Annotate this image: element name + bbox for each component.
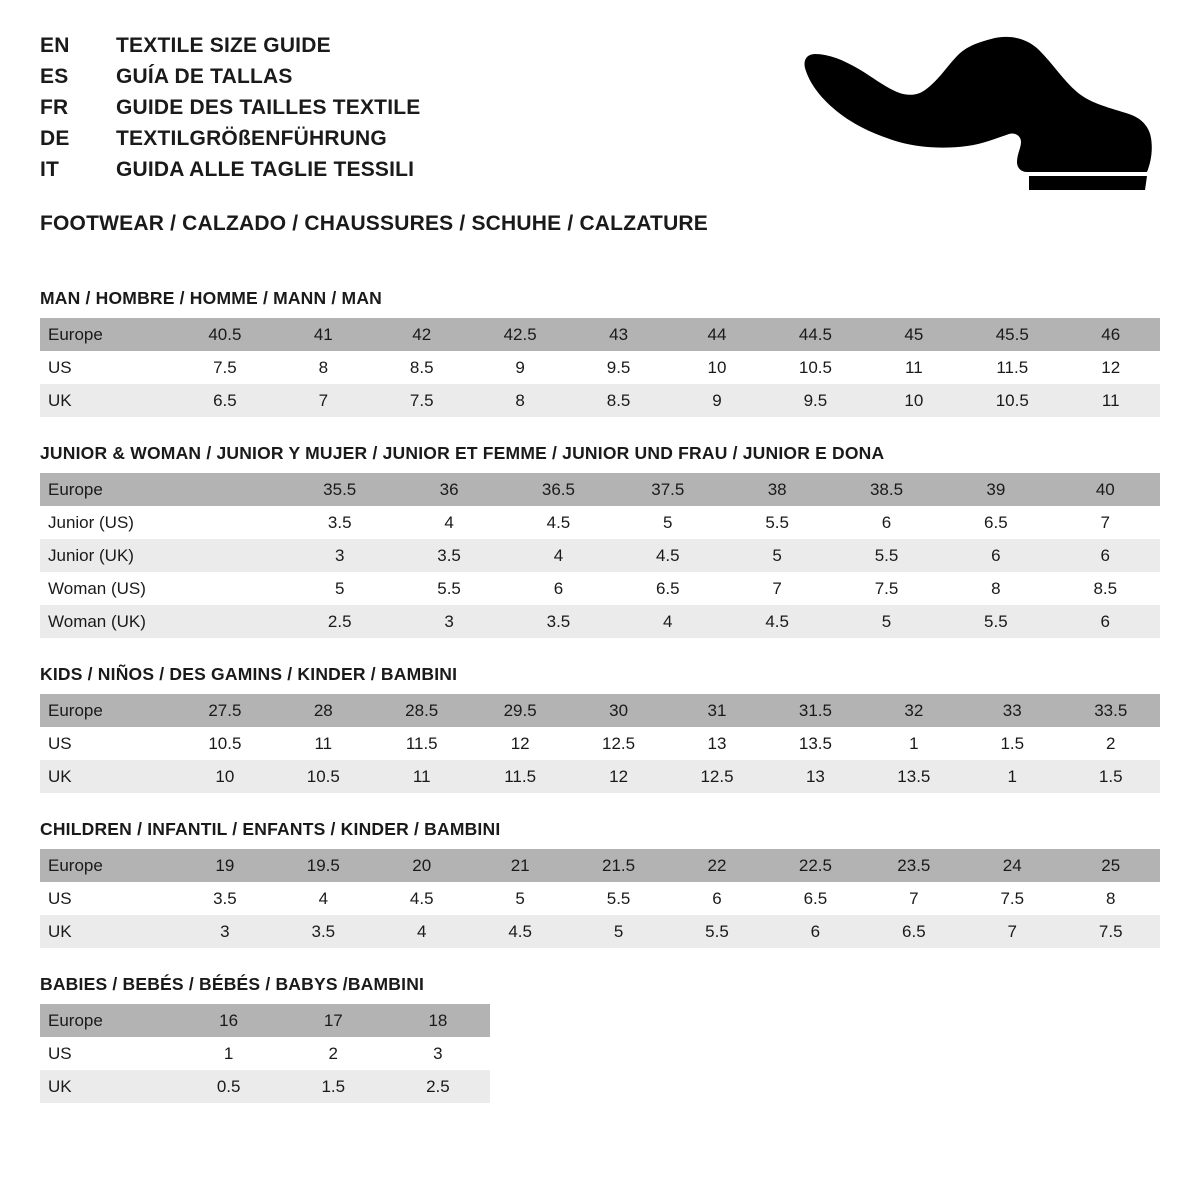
cell: 8 bbox=[274, 351, 372, 384]
cell: 12.5 bbox=[668, 760, 766, 793]
cell: 38.5 bbox=[832, 473, 941, 506]
cell bbox=[176, 506, 285, 539]
cell: 8.5 bbox=[373, 351, 471, 384]
cell: 7 bbox=[865, 882, 963, 915]
category-title: FOOTWEAR / CALZADO / CHAUSSURES / SCHUHE / CALZATURE bbox=[40, 212, 709, 235]
group-title: BABIES / BEBÉS / BÉBÉS / BABYS /BAMBINI bbox=[40, 974, 425, 994]
cell: 19 bbox=[176, 849, 274, 882]
cell: 5 bbox=[471, 882, 569, 915]
cell: 22 bbox=[668, 849, 766, 882]
cell: 4.5 bbox=[613, 539, 722, 572]
table-row bbox=[40, 1070, 490, 1103]
cell: 6.5 bbox=[613, 572, 722, 605]
cell: 4 bbox=[274, 882, 372, 915]
cell: 36 bbox=[394, 473, 503, 506]
cell: 9 bbox=[668, 384, 766, 417]
cell: 6 bbox=[766, 915, 864, 948]
cell: 10.5 bbox=[766, 351, 864, 384]
cell: 45 bbox=[865, 318, 963, 351]
dress-shoe-icon bbox=[795, 32, 1155, 197]
cell: 6.5 bbox=[941, 506, 1050, 539]
cell: 45.5 bbox=[963, 318, 1061, 351]
size-table bbox=[40, 1004, 490, 1103]
cell: 3 bbox=[386, 1037, 491, 1070]
cell: 3 bbox=[394, 605, 503, 638]
cell: 7.5 bbox=[373, 384, 471, 417]
cell: 10 bbox=[668, 351, 766, 384]
cell: 1.5 bbox=[963, 727, 1061, 760]
row-label: US bbox=[40, 351, 176, 384]
cell: 12 bbox=[1061, 351, 1160, 384]
cell: 10.5 bbox=[176, 727, 274, 760]
table-row bbox=[40, 727, 1160, 760]
row-label: UK bbox=[40, 915, 176, 948]
cell: 6.5 bbox=[865, 915, 963, 948]
cell: 36.5 bbox=[504, 473, 613, 506]
language-code: IT bbox=[40, 158, 60, 181]
table-row bbox=[40, 473, 1160, 506]
cell: 5 bbox=[832, 605, 941, 638]
cell: 12 bbox=[471, 727, 569, 760]
cell: 40 bbox=[1051, 473, 1160, 506]
size-tables bbox=[0, 288, 1200, 1103]
cell: 8.5 bbox=[1051, 572, 1160, 605]
cell: 3.5 bbox=[394, 539, 503, 572]
language-code: EN bbox=[40, 34, 70, 57]
size-group-man bbox=[40, 288, 1160, 417]
cell: 6 bbox=[504, 572, 613, 605]
cell: 6 bbox=[832, 506, 941, 539]
cell: 25 bbox=[1061, 849, 1160, 882]
cell: 6.5 bbox=[176, 384, 274, 417]
row-label: Europe bbox=[40, 318, 176, 351]
group-title: CHILDREN / INFANTIL / ENFANTS / KINDER / BAMBINI bbox=[40, 819, 501, 839]
cell: 6.5 bbox=[766, 882, 864, 915]
cell: 33.5 bbox=[1061, 694, 1160, 727]
row-label: UK bbox=[40, 760, 176, 793]
cell: 21.5 bbox=[569, 849, 667, 882]
cell: 3.5 bbox=[176, 882, 274, 915]
table-row bbox=[40, 605, 1160, 638]
cell: 0.5 bbox=[176, 1070, 281, 1103]
table-row bbox=[40, 318, 1160, 351]
cell: 5.5 bbox=[569, 882, 667, 915]
cell: 31.5 bbox=[766, 694, 864, 727]
cell: 1.5 bbox=[281, 1070, 386, 1103]
cell: 38 bbox=[722, 473, 831, 506]
cell: 12.5 bbox=[569, 727, 667, 760]
cell: 28.5 bbox=[373, 694, 471, 727]
cell: 42.5 bbox=[471, 318, 569, 351]
cell: 11.5 bbox=[373, 727, 471, 760]
cell: 8.5 bbox=[569, 384, 667, 417]
cell: 1.5 bbox=[1061, 760, 1160, 793]
cell: 42 bbox=[373, 318, 471, 351]
cell: 39 bbox=[941, 473, 1050, 506]
cell: 13.5 bbox=[865, 760, 963, 793]
cell bbox=[176, 605, 285, 638]
language-title: GUIDE DES TAILLES TEXTILE bbox=[116, 96, 421, 119]
cell: 1 bbox=[963, 760, 1061, 793]
cell: 5 bbox=[613, 506, 722, 539]
cell: 5.5 bbox=[722, 506, 831, 539]
cell: 11 bbox=[274, 727, 372, 760]
cell: 4.5 bbox=[471, 915, 569, 948]
cell: 18 bbox=[386, 1004, 491, 1037]
size-group-kids bbox=[40, 664, 1160, 793]
cell: 43 bbox=[569, 318, 667, 351]
cell: 5.5 bbox=[394, 572, 503, 605]
cell: 8 bbox=[1061, 882, 1160, 915]
table-row bbox=[40, 384, 1160, 417]
cell: 4 bbox=[394, 506, 503, 539]
cell: 6 bbox=[668, 882, 766, 915]
cell: 4.5 bbox=[504, 506, 613, 539]
cell: 3.5 bbox=[274, 915, 372, 948]
cell: 7.5 bbox=[176, 351, 274, 384]
cell: 5 bbox=[285, 572, 394, 605]
cell: 46 bbox=[1061, 318, 1160, 351]
row-label: Woman (UK) bbox=[40, 605, 176, 638]
table-row bbox=[40, 694, 1160, 727]
cell: 3 bbox=[285, 539, 394, 572]
language-title: TEXTILE SIZE GUIDE bbox=[116, 34, 331, 57]
cell: 3 bbox=[176, 915, 274, 948]
cell: 27.5 bbox=[176, 694, 274, 727]
cell: 10.5 bbox=[274, 760, 372, 793]
cell: 6 bbox=[1051, 605, 1160, 638]
table-row bbox=[40, 572, 1160, 605]
cell: 1 bbox=[176, 1037, 281, 1070]
cell: 5.5 bbox=[832, 539, 941, 572]
cell: 7 bbox=[963, 915, 1061, 948]
size-table bbox=[40, 694, 1160, 793]
table-row bbox=[40, 351, 1160, 384]
size-table bbox=[40, 473, 1160, 638]
page-header bbox=[0, 0, 1200, 236]
cell: 29.5 bbox=[471, 694, 569, 727]
cell: 12 bbox=[569, 760, 667, 793]
language-code: DE bbox=[40, 127, 70, 150]
cell: 33 bbox=[963, 694, 1061, 727]
row-label: US bbox=[40, 1037, 176, 1070]
row-label: Europe bbox=[40, 1004, 176, 1037]
language-title: TEXTILGRÖßENFÜHRUNG bbox=[116, 127, 387, 150]
cell: 11 bbox=[865, 351, 963, 384]
row-label: Woman (US) bbox=[40, 572, 176, 605]
cell: 9.5 bbox=[766, 384, 864, 417]
size-group-babies bbox=[40, 974, 1160, 1103]
cell: 7.5 bbox=[1061, 915, 1160, 948]
cell: 5 bbox=[569, 915, 667, 948]
table-row bbox=[40, 1037, 490, 1070]
size-group-children bbox=[40, 819, 1160, 948]
cell: 13.5 bbox=[766, 727, 864, 760]
cell: 16 bbox=[176, 1004, 281, 1037]
cell: 2 bbox=[281, 1037, 386, 1070]
cell: 4.5 bbox=[722, 605, 831, 638]
cell: 28 bbox=[274, 694, 372, 727]
table-row bbox=[40, 915, 1160, 948]
cell: 11.5 bbox=[471, 760, 569, 793]
cell: 41 bbox=[274, 318, 372, 351]
group-title: JUNIOR & WOMAN / JUNIOR Y MUJER / JUNIOR ET FEMME / JUNIOR UND FRAU / JUNIOR E DONA bbox=[40, 443, 885, 463]
cell: 11 bbox=[373, 760, 471, 793]
cell: 8 bbox=[471, 384, 569, 417]
size-table bbox=[40, 318, 1160, 417]
cell: 2 bbox=[1061, 727, 1160, 760]
cell: 4 bbox=[504, 539, 613, 572]
cell: 30 bbox=[569, 694, 667, 727]
cell: 5.5 bbox=[668, 915, 766, 948]
cell: 4 bbox=[613, 605, 722, 638]
table-row bbox=[40, 760, 1160, 793]
cell: 7.5 bbox=[832, 572, 941, 605]
cell: 35.5 bbox=[285, 473, 394, 506]
cell bbox=[176, 572, 285, 605]
cell: 6 bbox=[1051, 539, 1160, 572]
cell: 21 bbox=[471, 849, 569, 882]
row-label: US bbox=[40, 727, 176, 760]
row-label: UK bbox=[40, 384, 176, 417]
cell: 5.5 bbox=[941, 605, 1050, 638]
cell: 2.5 bbox=[386, 1070, 491, 1103]
language-code: FR bbox=[40, 96, 69, 119]
cell: 7 bbox=[722, 572, 831, 605]
group-title: KIDS / NIÑOS / DES GAMINS / KINDER / BAMBINI bbox=[40, 664, 458, 684]
cell: 3.5 bbox=[504, 605, 613, 638]
cell: 32 bbox=[865, 694, 963, 727]
cell: 11 bbox=[1061, 384, 1160, 417]
row-label: Junior (US) bbox=[40, 506, 176, 539]
language-code: ES bbox=[40, 65, 69, 88]
cell: 40.5 bbox=[176, 318, 274, 351]
cell: 7 bbox=[1051, 506, 1160, 539]
cell: 9 bbox=[471, 351, 569, 384]
cell bbox=[176, 539, 285, 572]
table-row bbox=[40, 849, 1160, 882]
table-row bbox=[40, 882, 1160, 915]
cell bbox=[176, 473, 285, 506]
cell: 23.5 bbox=[865, 849, 963, 882]
cell: 10.5 bbox=[963, 384, 1061, 417]
cell: 44 bbox=[668, 318, 766, 351]
table-row bbox=[40, 1004, 490, 1037]
language-title: GUIDA ALLE TAGLIE TESSILI bbox=[116, 158, 415, 181]
row-label: Europe bbox=[40, 849, 176, 882]
language-title: GUÍA DE TALLAS bbox=[116, 65, 293, 88]
row-label: Junior (UK) bbox=[40, 539, 176, 572]
cell: 22.5 bbox=[766, 849, 864, 882]
cell: 13 bbox=[766, 760, 864, 793]
cell: 10 bbox=[865, 384, 963, 417]
cell: 10 bbox=[176, 760, 274, 793]
group-title: MAN / HOMBRE / HOMME / MANN / MAN bbox=[40, 288, 382, 308]
cell: 13 bbox=[668, 727, 766, 760]
row-label: UK bbox=[40, 1070, 176, 1103]
cell: 37.5 bbox=[613, 473, 722, 506]
cell: 4 bbox=[373, 915, 471, 948]
cell: 9.5 bbox=[569, 351, 667, 384]
cell: 6 bbox=[941, 539, 1050, 572]
table-row bbox=[40, 506, 1160, 539]
cell: 17 bbox=[281, 1004, 386, 1037]
cell: 31 bbox=[668, 694, 766, 727]
cell: 44.5 bbox=[766, 318, 864, 351]
row-label: Europe bbox=[40, 694, 176, 727]
cell: 1 bbox=[865, 727, 963, 760]
cell: 20 bbox=[373, 849, 471, 882]
row-label: US bbox=[40, 882, 176, 915]
row-label: Europe bbox=[40, 473, 176, 506]
cell: 3.5 bbox=[285, 506, 394, 539]
cell: 2.5 bbox=[285, 605, 394, 638]
size-table bbox=[40, 849, 1160, 948]
cell: 11.5 bbox=[963, 351, 1061, 384]
cell: 19.5 bbox=[274, 849, 372, 882]
cell: 8 bbox=[941, 572, 1050, 605]
cell: 7 bbox=[274, 384, 372, 417]
table-row bbox=[40, 539, 1160, 572]
cell: 4.5 bbox=[373, 882, 471, 915]
cell: 24 bbox=[963, 849, 1061, 882]
cell: 5 bbox=[722, 539, 831, 572]
cell: 7.5 bbox=[963, 882, 1061, 915]
size-group-junior-woman bbox=[40, 443, 1160, 638]
